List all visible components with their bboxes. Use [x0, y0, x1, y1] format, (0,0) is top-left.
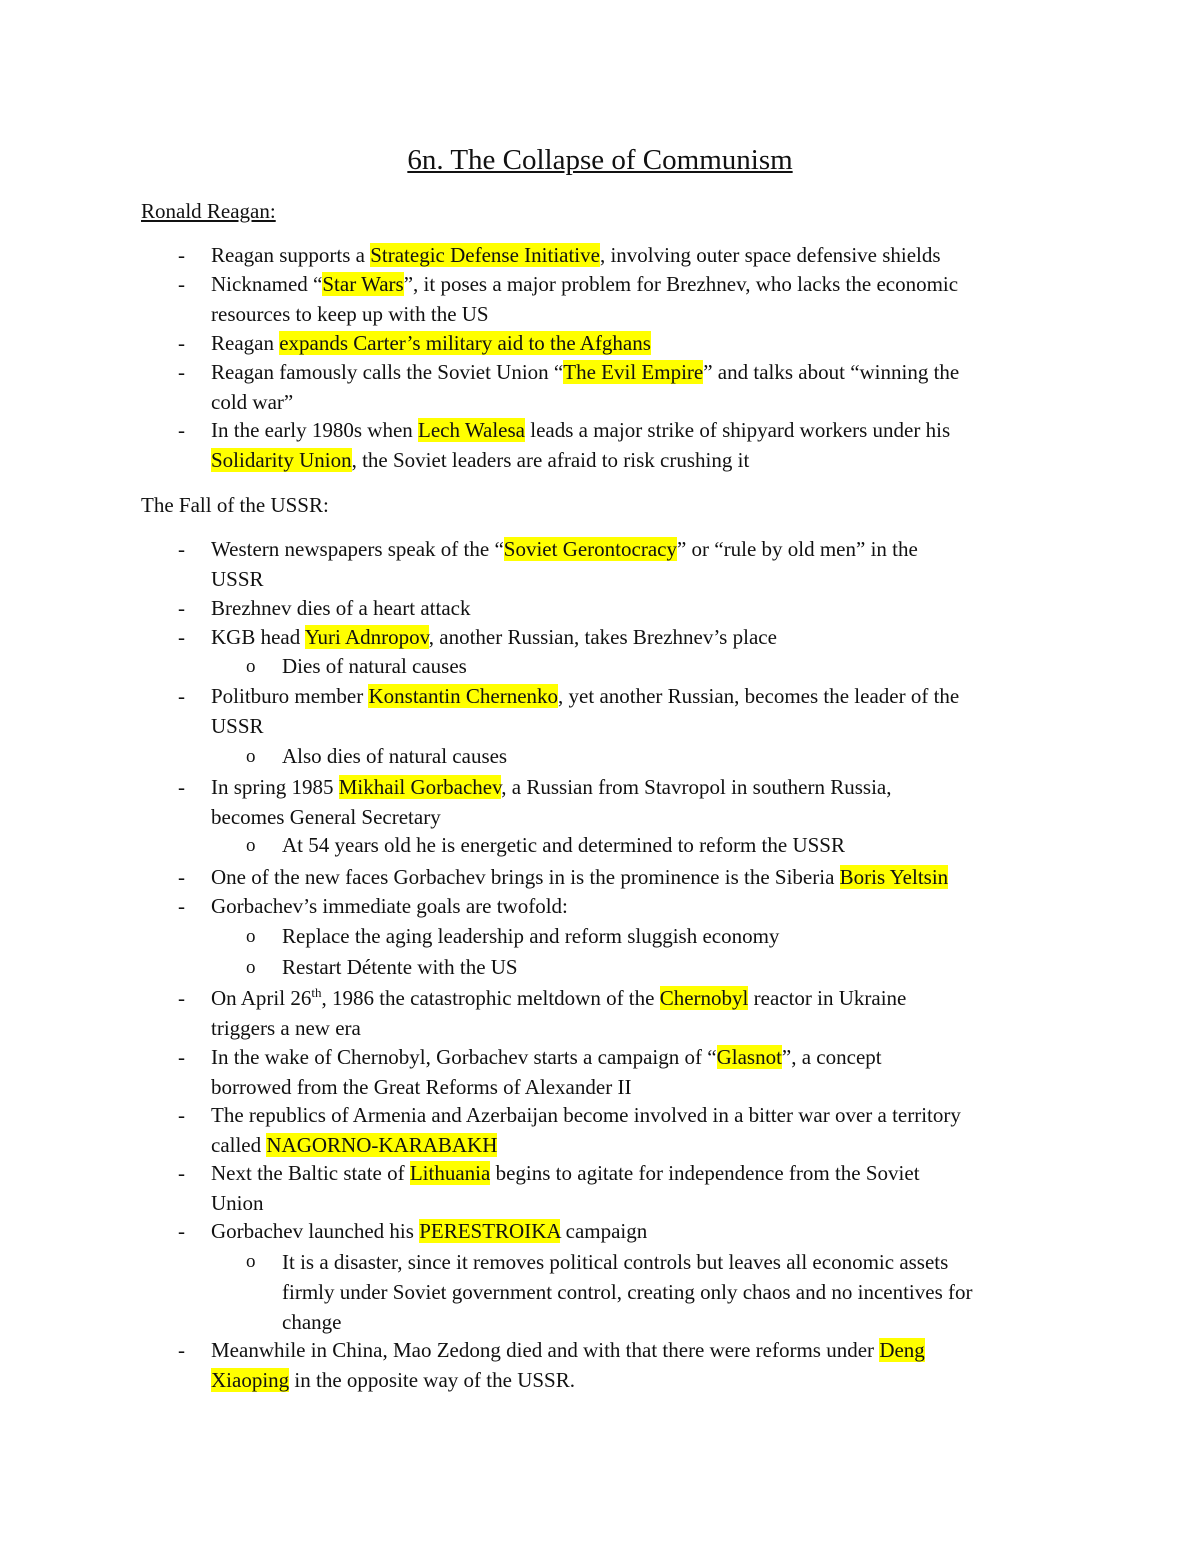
section-heading-fall-ussr: The Fall of the USSR:: [141, 493, 329, 517]
highlight: Mikhail Gorbachev: [338, 775, 502, 799]
circle-bullet-icon: o: [246, 1251, 256, 1272]
highlight: Konstantin Chernenko: [368, 684, 559, 708]
page-title: 6n. The Collapse of Communism: [407, 144, 793, 176]
sub-list-item: o At 54 years old he is energetic and determined to reform the USSR: [282, 831, 1072, 861]
list-item: - Next the Baltic state of Lithuania begins to agitate for independence from the Soviet Union: [178, 1161, 920, 1215]
sub-list-item: o Replace the aging leadership and reform sluggish economy: [282, 922, 1072, 952]
list-item: - Reagan supports a Strategic Defense Initiative, involving outer space defensive shields: [211, 241, 1071, 271]
list-item: - Meanwhile in China, Mao Zedong died and with that there were reforms under Deng Xiaoping in the opposite way of the USSR.: [178, 1338, 925, 1392]
dash-bullet-icon: -: [178, 684, 185, 708]
list-item: - Reagan expands Carter’s military aid to the Afghans: [211, 329, 1071, 359]
list-item: - Nicknamed “Star Wars”, it poses a major problem for Brezhnev, who lacks the economic resources to keep up with the US: [178, 272, 959, 326]
highlight: The Evil Empire: [563, 360, 704, 384]
dash-bullet-icon: -: [178, 1045, 185, 1069]
highlight: Lithuania: [409, 1161, 491, 1185]
highlight: expands Carter’s military aid to the Afghans: [279, 331, 651, 355]
dash-bullet-icon: -: [178, 775, 185, 799]
sub-list-item: o Dies of natural causes: [282, 652, 1072, 682]
list-item: - On April 26th, 1986 the catastrophic meltdown of the Chernobyl reactor in Ukraine triggers a new era: [178, 985, 907, 1040]
list-item: - In the wake of Chernobyl, Gorbachev starts a campaign of “Glasnot”, a concept borrowed from the Great Reforms of Alexander II: [178, 1045, 882, 1099]
dash-bullet-icon: -: [178, 596, 185, 620]
circle-bullet-icon: o: [246, 957, 256, 978]
list-item: - Gorbachev launched his PERESTROIKA campaign: [211, 1217, 1071, 1247]
sub-list-item: o It is a disaster, since it removes political controls but leaves all economic assets firmly under Soviet government control, creating only chaos and no incentives for change: [282, 1247, 1072, 1337]
dash-bullet-icon: -: [178, 418, 185, 442]
highlight: Boris Yeltsin: [839, 865, 949, 889]
dash-bullet-icon: -: [178, 243, 185, 267]
highlight: Solidarity Union: [211, 447, 352, 472]
list-item: - Brezhnev dies of a heart attack: [211, 594, 1071, 624]
circle-bullet-icon: o: [246, 656, 256, 677]
list-item: - In spring 1985 Mikhail Gorbachev, a Russian from Stavropol in southern Russia, becomes General Secretary: [178, 775, 892, 829]
section-heading-reagan: Ronald Reagan:: [141, 199, 276, 223]
highlight: Lech Walesa: [418, 418, 525, 442]
dash-bullet-icon: -: [178, 986, 185, 1010]
highlight: Chernobyl: [659, 986, 749, 1010]
circle-bullet-icon: o: [246, 746, 256, 767]
sub-list-item: o Also dies of natural causes: [282, 742, 1072, 772]
highlight: Yuri Adnropov: [304, 625, 429, 649]
sub-list-item: o Restart Détente with the US: [282, 953, 1072, 983]
dash-bullet-icon: -: [178, 625, 185, 649]
list-item: - Politburo member Konstantin Chernenko, yet another Russian, becomes the leader of the USSR: [178, 684, 960, 738]
dash-bullet-icon: -: [178, 331, 185, 355]
highlight: Star Wars: [322, 272, 404, 296]
list-item: - The republics of Armenia and Azerbaijan become involved in a bitter war over a territory called NAGORNO-KARABAKH: [178, 1103, 961, 1157]
list-item: - One of the new faces Gorbachev brings in is the prominence is the Siberia Boris Yeltsin: [211, 863, 1111, 893]
highlight: Strategic Defense Initiative: [370, 243, 600, 267]
circle-bullet-icon: o: [246, 926, 256, 947]
circle-bullet-icon: o: [246, 835, 256, 856]
dash-bullet-icon: -: [178, 1219, 185, 1243]
highlight: Xiaoping: [211, 1367, 290, 1392]
list-item: - In the early 1980s when Lech Walesa leads a major strike of shipyard workers under his Solidarity Union, the Soviet leaders are afraid to risk crushing it: [178, 418, 951, 472]
highlight: Soviet Gerontocracy: [503, 537, 677, 561]
dash-bullet-icon: -: [178, 894, 185, 918]
dash-bullet-icon: -: [178, 537, 185, 561]
dash-bullet-icon: -: [178, 1338, 185, 1362]
highlight: Deng: [879, 1338, 925, 1362]
dash-bullet-icon: -: [178, 272, 185, 296]
list-item: - Western newspapers speak of the “Soviet Gerontocracy” or “rule by old men” in the USSR: [178, 537, 918, 591]
dash-bullet-icon: -: [178, 1103, 185, 1127]
dash-bullet-icon: -: [178, 865, 185, 889]
dash-bullet-icon: -: [178, 360, 185, 384]
list-item: - KGB head Yuri Adnropov, another Russian, takes Brezhnev’s place: [211, 623, 1071, 653]
list-item: - Gorbachev’s immediate goals are twofold:: [211, 892, 1071, 922]
highlight: Glasnot: [716, 1045, 782, 1069]
dash-bullet-icon: -: [178, 1161, 185, 1185]
highlight: NAGORNO-KARABAKH: [266, 1132, 498, 1157]
highlight: PERESTROIKA: [419, 1219, 561, 1243]
list-item: - Reagan famously calls the Soviet Union “The Evil Empire” and talks about “winning the cold war”: [178, 360, 960, 414]
